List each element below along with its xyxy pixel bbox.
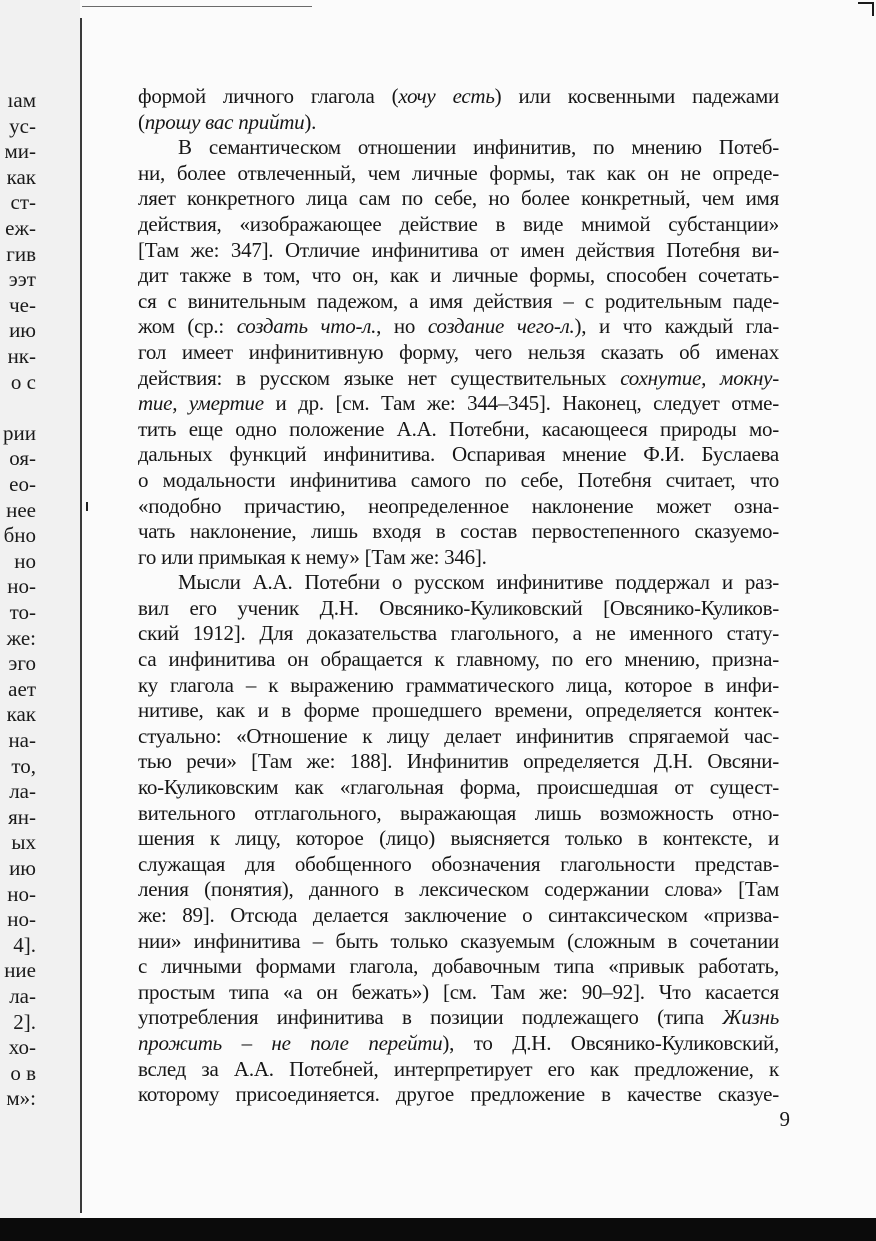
left-page-fragment: еж- <box>5 216 36 240</box>
left-page-fragment: ıам <box>7 88 36 112</box>
text-line: вил его ученик Д.Н. Овсянико-Куликовский [Овсянико-Куликов- <box>138 595 779 620</box>
text-line: прожить – не поле перейти), то Д.Н. Овсянико-Куликовский, <box>138 1030 779 1055</box>
left-page-fragment: ние <box>4 958 36 983</box>
left-page-fragment: ус- <box>9 113 36 138</box>
left-page-fragment: ла- <box>9 779 36 804</box>
text-line: ни, более отвлеченный, чем личные формы, так как он не опреде- <box>138 160 779 185</box>
left-page-fragment: бно <box>3 523 36 548</box>
left-page-fragment: оя- <box>9 446 36 471</box>
text-line: [Там же: 347]. Отличие инфинитива от имен действия Потебня ви- <box>138 237 779 262</box>
text-line: вительного отглагольного, выражающая лишь возможность отно- <box>138 800 779 825</box>
left-page-fragment: же: <box>6 625 36 650</box>
left-page-fragment: ст- <box>10 190 36 215</box>
left-page-fragment: 2]. <box>13 1009 36 1034</box>
left-page-fragment: эго <box>8 651 36 676</box>
left-page-fragment: че- <box>9 292 36 317</box>
text-line: дит также в том, что он, как и личные формы, способен сочетать- <box>138 263 779 288</box>
left-page-fragment: ию <box>9 318 36 343</box>
text-line: ко-Куликовским как «глагольная форма, происшедшая от сущест- <box>138 775 779 800</box>
text-line: жом (ср.: создать что-л., но создание чего-л.), и что каждый гла- <box>138 314 780 339</box>
text-line: Мысли А.А. Потебни о русском инфинитиве поддержал и раз- <box>178 570 779 595</box>
left-page-fragment: гив <box>6 241 36 266</box>
scan-bottom-edge <box>0 1218 876 1241</box>
left-page-fragment: о с <box>10 369 36 394</box>
left-page-fragment: ых <box>11 830 36 855</box>
page-fold-line <box>80 18 82 1213</box>
text-line: действия, «изображающее действие в виде мнимой субстанции» <box>138 211 779 236</box>
text-line: го или примыкая к нему» [Там же: 346]. <box>138 544 487 569</box>
left-page-fragment: но <box>14 548 36 573</box>
left-page-fragment: на- <box>8 728 36 752</box>
text-line: вслед за А.А. Потебней, интерпретирует его как предложение, к <box>138 1056 779 1081</box>
text-line: с личными формами глагола, добавочным типа «привык работать, <box>138 954 779 979</box>
text-line: формой личного глагола (хочу есть) или косвенными падежами <box>138 84 779 108</box>
left-page-fragment: то, <box>11 753 36 778</box>
left-page-fragment: как <box>6 702 36 727</box>
left-page-fragment: нее <box>6 497 36 522</box>
text-line: гол имеет инфинитивную форму, чего нельзя сказать об именах <box>138 339 779 364</box>
text-line: ский 1912]. Для доказательства глагольного, а не именного стату- <box>138 621 779 646</box>
text-line: стуально: «Отношение к лицу делает инфинитив спрягаемой час- <box>138 723 779 748</box>
text-line: ления (понятия), данного в лексическом содержании слова» [Там <box>138 877 779 902</box>
corner-mark <box>858 2 874 16</box>
page-number: 9 <box>779 1107 790 1131</box>
text-line: употребления инфинитива в позиции подлежащего (типа Жизнь <box>138 1005 779 1030</box>
previous-page-margin <box>0 0 80 1218</box>
left-page-fragment: ээт <box>8 267 36 292</box>
text-line: тить еще одно положение А.А. Потебни, касающееся природы мо- <box>138 416 779 441</box>
text-line: ся с винительным падежом, а имя действия – с родительным паде- <box>138 288 779 313</box>
text-line: дальных функций инфинитива. Оспаривая мнение Ф.И. Буслаева <box>138 442 779 467</box>
left-page-fragment: рии <box>3 420 36 445</box>
text-line: нитиве, как и в форме прошедшего времени, определяется контек- <box>138 698 779 723</box>
text-line: о модальности инфинитива самого по себе, Потебня считает, что <box>138 467 779 492</box>
left-page-fragment: ми- <box>4 139 36 164</box>
text-line: (прошу вас прийти). <box>138 109 317 134</box>
text-line: же: 89]. Отсюда делается заключение о синтаксическом «призва- <box>138 903 779 927</box>
text-line: ляет конкретного лица сам по себе, но более конкретный, чем имя <box>138 186 779 211</box>
text-line: чать наклонение, лишь входя в состав первостепенного сказуемо- <box>138 519 779 544</box>
left-page-fragment: нк- <box>7 344 36 368</box>
text-line: нии» инфинитива – быть только сказуемым (сложным в сочетании <box>138 928 779 953</box>
left-page-fragment: как <box>6 164 36 189</box>
text-line: В семантическом отношении инфинитив, по мнению Потеб- <box>178 135 779 160</box>
left-page-fragment: то- <box>9 600 36 624</box>
text-line: ку глагола – к выражению грамматического лица, которое в инфи- <box>138 672 779 697</box>
left-page-fragment: ян- <box>8 804 36 829</box>
left-page-fragment: ию <box>9 856 36 880</box>
left-page-fragment: м»: <box>6 1086 36 1111</box>
top-rule <box>82 6 312 7</box>
text-line: шения к лицу, которое (лицо) выясняется только в контексте, и <box>138 826 779 851</box>
text-line: «подобно причастию, неопределенное наклонение может озна- <box>138 493 779 518</box>
text-line: простым типа «а он бежать») [см. Там же: 90–92]. Что касается <box>138 979 779 1004</box>
left-page-fragment: 4]. <box>13 932 36 957</box>
left-page-fragment: ает <box>8 676 36 701</box>
left-page-fragment: но- <box>7 907 36 932</box>
text-line: которому присоединяется. другое предложение в качестве сказуе- <box>138 1082 779 1107</box>
text-line: действия: в русском языке нет существительных сохнутие, мокну- <box>138 365 779 390</box>
left-page-fragment: ео- <box>9 472 36 496</box>
text-line: тие, умертие и др. [см. Там же: 344–345]. Наконец, следует отме- <box>138 391 779 416</box>
left-page-fragment: но- <box>7 881 36 906</box>
left-page-fragment: хо- <box>8 1035 36 1060</box>
text-line: служащая для обобщенного обозначения глагольности представ- <box>138 851 779 876</box>
text-line: са инфинитива он обращается к главному, по его мнению, призна- <box>138 647 779 672</box>
binding-mark <box>86 502 88 511</box>
main-text <box>138 84 779 1108</box>
left-page-fragment: ла- <box>9 984 36 1008</box>
left-page-fragment: о в <box>10 1060 36 1085</box>
text-line: тью речи» [Там же: 188]. Инфинитив определяется Д.Н. Овсяни- <box>138 749 779 774</box>
left-page-fragment: но- <box>7 574 36 599</box>
